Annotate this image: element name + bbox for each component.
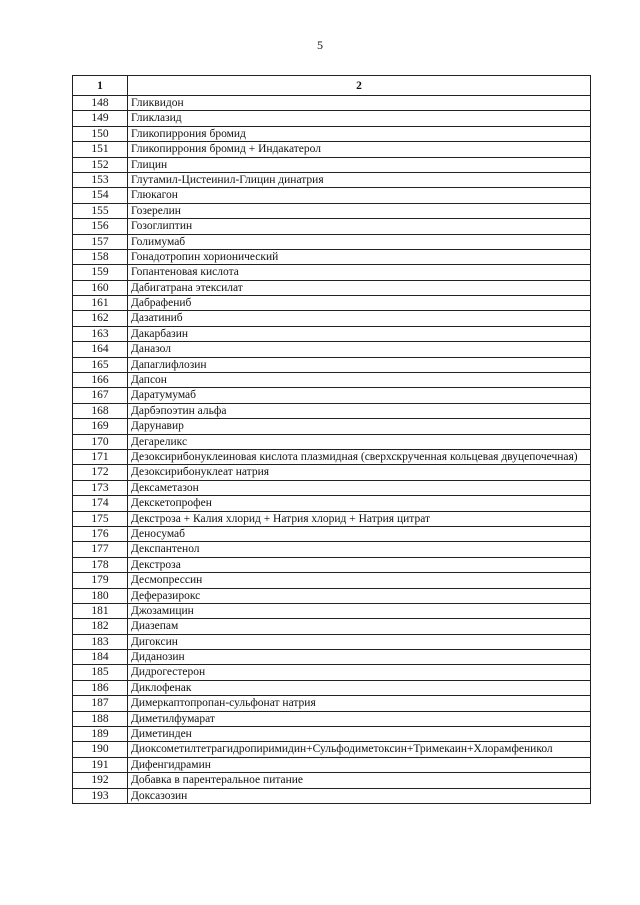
page-number: 5 — [317, 38, 323, 52]
row-number: 152 — [73, 157, 128, 172]
table-row — [73, 465, 591, 480]
table-row — [73, 557, 591, 572]
drug-name: Гонадотропин хорионический — [128, 249, 591, 264]
table-row — [73, 449, 591, 464]
row-number: 157 — [73, 234, 128, 249]
table-row — [73, 234, 591, 249]
table-row — [73, 373, 591, 388]
table-row — [73, 573, 591, 588]
row-number: 156 — [73, 219, 128, 234]
row-number: 184 — [73, 650, 128, 665]
row-number: 187 — [73, 696, 128, 711]
table-body — [73, 96, 591, 804]
row-number: 175 — [73, 511, 128, 526]
drug-name: Гликопиррония бромид — [128, 126, 591, 141]
drug-name: Гопантеновая кислота — [128, 265, 591, 280]
row-number: 158 — [73, 249, 128, 264]
table-row — [73, 773, 591, 788]
drug-name: Дидрогестерон — [128, 665, 591, 680]
row-number: 179 — [73, 573, 128, 588]
table-row — [73, 742, 591, 757]
table-row — [73, 727, 591, 742]
table-row — [73, 142, 591, 157]
drug-name: Дифенгидрамин — [128, 757, 591, 772]
drug-name: Гозерелин — [128, 203, 591, 218]
table-row — [73, 542, 591, 557]
drug-name: Дезоксирибонуклеиновая кислота плазмидная (сверхскрученная кольцевая двуцепочечная) — [128, 449, 591, 464]
table-row — [73, 696, 591, 711]
table-row — [73, 526, 591, 541]
drug-name: Декстроза — [128, 557, 591, 572]
table-row — [73, 403, 591, 418]
row-number: 191 — [73, 757, 128, 772]
table-row — [73, 172, 591, 187]
drug-name: Дапаглифлозин — [128, 357, 591, 372]
table-row — [73, 311, 591, 326]
table-row — [73, 757, 591, 772]
table-row — [73, 480, 591, 495]
table-row — [73, 619, 591, 634]
row-number: 183 — [73, 634, 128, 649]
drug-name: Диклофенак — [128, 680, 591, 695]
column-header-number: 1 — [73, 76, 128, 96]
table-row — [73, 496, 591, 511]
drug-name: Дарунавир — [128, 419, 591, 434]
table-row — [73, 157, 591, 172]
row-number: 174 — [73, 496, 128, 511]
drug-name: Декскетопрофен — [128, 496, 591, 511]
drug-name: Даназол — [128, 342, 591, 357]
drug-name: Глюкагон — [128, 188, 591, 203]
row-number: 172 — [73, 465, 128, 480]
table-row — [73, 419, 591, 434]
drug-name: Дезоксирибонуклеат натрия — [128, 465, 591, 480]
table-row — [73, 357, 591, 372]
drug-name: Дабрафениб — [128, 296, 591, 311]
table-row — [73, 249, 591, 264]
table-row — [73, 788, 591, 803]
row-number: 165 — [73, 357, 128, 372]
table-row — [73, 296, 591, 311]
drug-name: Декспантенол — [128, 542, 591, 557]
drug-name: Деносумаб — [128, 526, 591, 541]
table-row — [73, 388, 591, 403]
row-number: 188 — [73, 711, 128, 726]
row-number: 173 — [73, 480, 128, 495]
row-number: 148 — [73, 96, 128, 111]
drug-name: Гликопиррония бромид + Индакатерол — [128, 142, 591, 157]
table-row — [73, 219, 591, 234]
drug-name: Димеркаптопропан-сульфонат натрия — [128, 696, 591, 711]
row-number: 168 — [73, 403, 128, 418]
table-row — [73, 665, 591, 680]
table-row — [73, 711, 591, 726]
drug-list-table — [72, 75, 591, 804]
drug-name: Даратумумаб — [128, 388, 591, 403]
row-number: 189 — [73, 727, 128, 742]
table-row — [73, 680, 591, 695]
table-row — [73, 280, 591, 295]
row-number: 167 — [73, 388, 128, 403]
row-number: 161 — [73, 296, 128, 311]
table-row — [73, 265, 591, 280]
column-header-name: 2 — [128, 76, 591, 96]
drug-name: Гликвидон — [128, 96, 591, 111]
row-number: 177 — [73, 542, 128, 557]
drug-name: Гозоглиптин — [128, 219, 591, 234]
drug-name: Дабигатрана этексилат — [128, 280, 591, 295]
drug-name: Диметилфумарат — [128, 711, 591, 726]
row-number: 162 — [73, 311, 128, 326]
table-row — [73, 342, 591, 357]
table-row — [73, 188, 591, 203]
drug-name: Дигоксин — [128, 634, 591, 649]
row-number: 159 — [73, 265, 128, 280]
table-row — [73, 434, 591, 449]
row-number: 153 — [73, 172, 128, 187]
drug-name: Диоксометилтетрагидропиримидин+Сульфодиметоксин+Тримекаин+Хлорамфеникол — [128, 742, 591, 757]
drug-name: Джозамицин — [128, 603, 591, 618]
table-row — [73, 588, 591, 603]
drug-name: Голимумаб — [128, 234, 591, 249]
drug-name: Дазатиниб — [128, 311, 591, 326]
row-number: 151 — [73, 142, 128, 157]
row-number: 176 — [73, 526, 128, 541]
drug-name: Диметинден — [128, 727, 591, 742]
table-row — [73, 111, 591, 126]
row-number: 178 — [73, 557, 128, 572]
drug-name: Гликлазид — [128, 111, 591, 126]
drug-name: Глутамил-Цистеинил-Глицин динатрия — [128, 172, 591, 187]
row-number: 163 — [73, 326, 128, 341]
table-row — [73, 650, 591, 665]
table-row — [73, 634, 591, 649]
row-number: 182 — [73, 619, 128, 634]
row-number: 186 — [73, 680, 128, 695]
row-number: 160 — [73, 280, 128, 295]
row-number: 155 — [73, 203, 128, 218]
table-header-row — [73, 76, 591, 96]
row-number: 180 — [73, 588, 128, 603]
drug-name: Доксазозин — [128, 788, 591, 803]
row-number: 150 — [73, 126, 128, 141]
drug-name: Деферазирокс — [128, 588, 591, 603]
row-number: 181 — [73, 603, 128, 618]
drug-name: Десмопрессин — [128, 573, 591, 588]
row-number: 170 — [73, 434, 128, 449]
row-number: 164 — [73, 342, 128, 357]
drug-name: Дакарбазин — [128, 326, 591, 341]
drug-name: Диазепам — [128, 619, 591, 634]
row-number: 190 — [73, 742, 128, 757]
table-row — [73, 96, 591, 111]
table-row — [73, 126, 591, 141]
drug-name: Дарбэпоэтин альфа — [128, 403, 591, 418]
row-number: 171 — [73, 449, 128, 464]
row-number: 169 — [73, 419, 128, 434]
row-number: 192 — [73, 773, 128, 788]
row-number: 149 — [73, 111, 128, 126]
drug-name: Дексаметазон — [128, 480, 591, 495]
table-row — [73, 326, 591, 341]
row-number: 166 — [73, 373, 128, 388]
drug-name: Дапсон — [128, 373, 591, 388]
row-number: 193 — [73, 788, 128, 803]
drug-name: Декстроза + Калия хлорид + Натрия хлорид + Натрия цитрат — [128, 511, 591, 526]
drug-name: Дегареликс — [128, 434, 591, 449]
table-row — [73, 511, 591, 526]
row-number: 154 — [73, 188, 128, 203]
table-row — [73, 603, 591, 618]
row-number: 185 — [73, 665, 128, 680]
drug-name: Диданозин — [128, 650, 591, 665]
table-row — [73, 203, 591, 218]
drug-name: Добавка в парентеральное питание — [128, 773, 591, 788]
drug-name: Глицин — [128, 157, 591, 172]
